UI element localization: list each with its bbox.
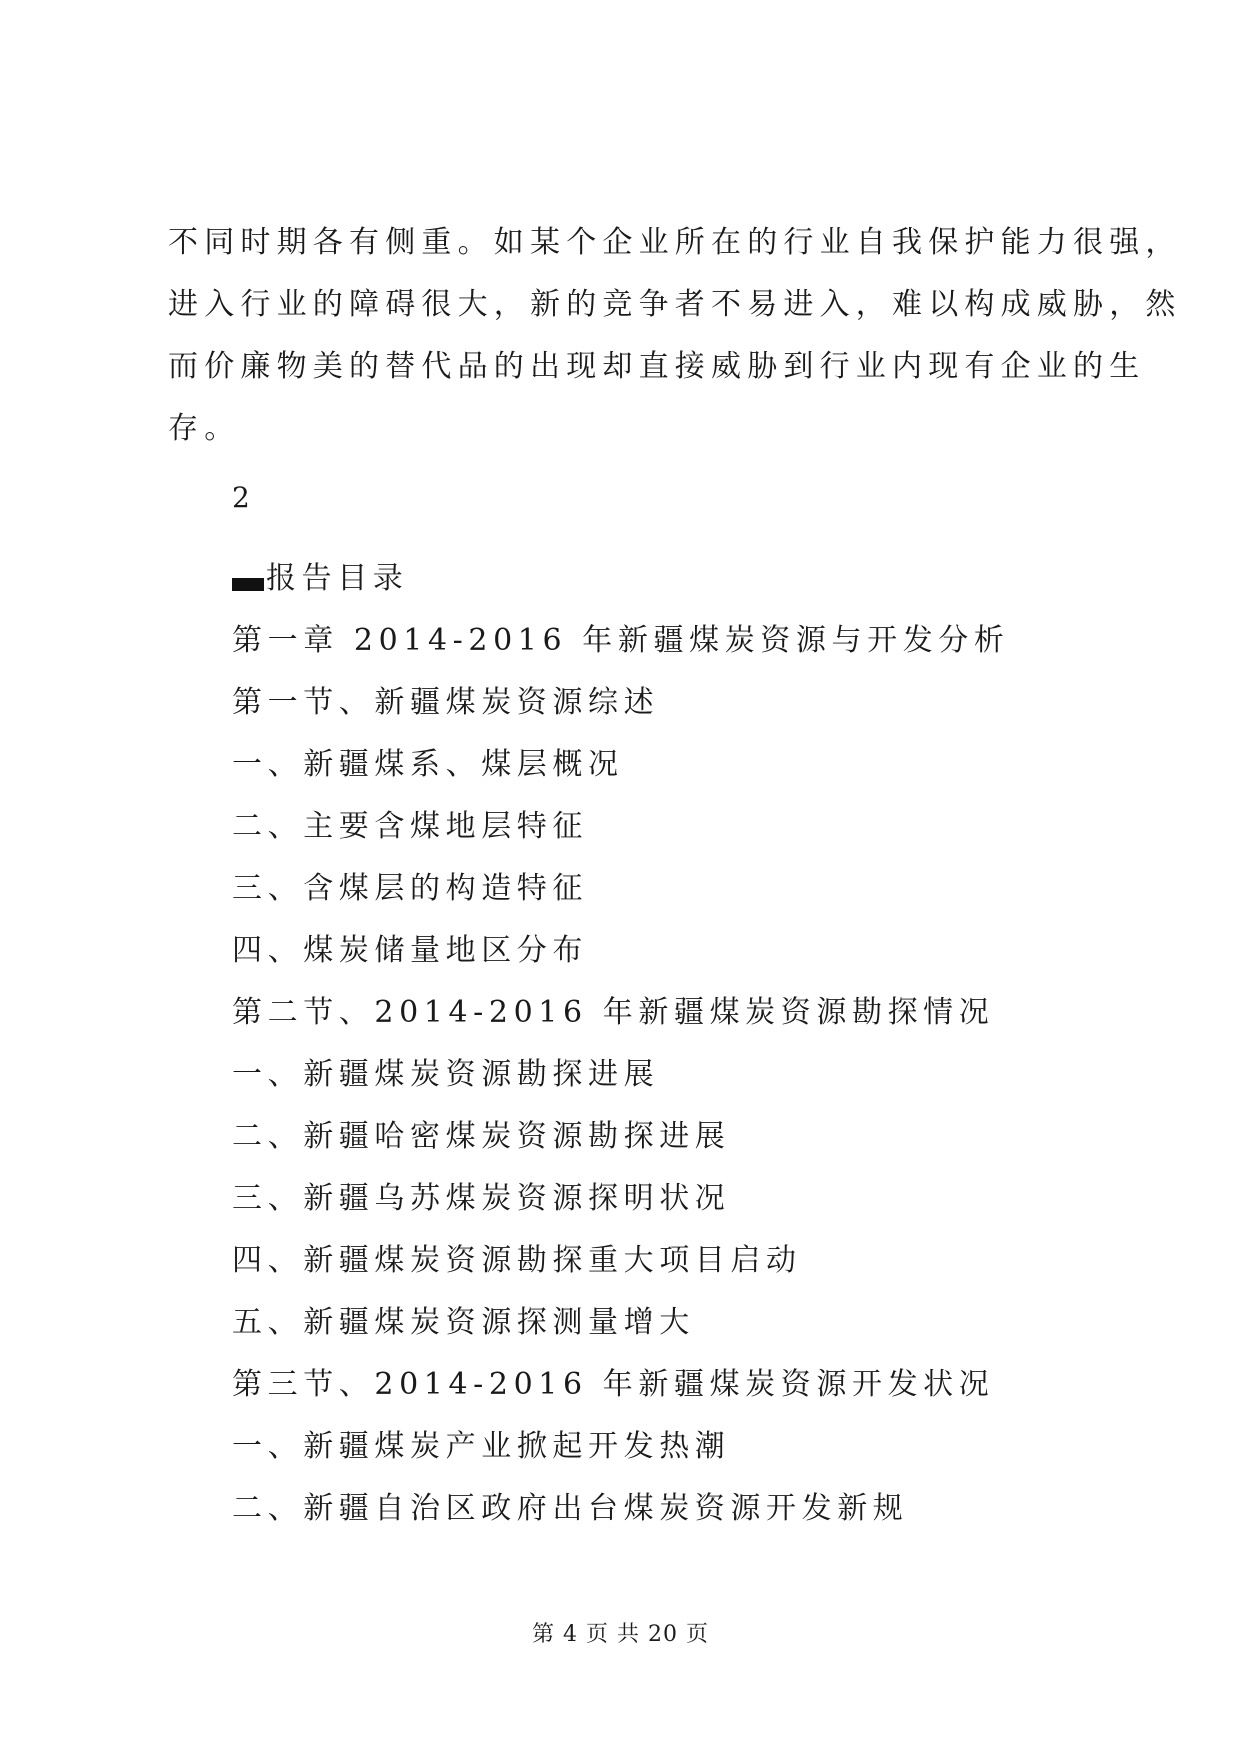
toc-item: 第一章 2014-2016 年新疆煤炭资源与开发分析 (232, 623, 1010, 658)
section-number: 2 (232, 481, 250, 514)
toc-item: 二、新疆自治区政府出台煤炭资源开发新规 (232, 1491, 909, 1526)
toc-item: 第三节、2014-2016 年新疆煤炭资源开发状况 (232, 1367, 995, 1402)
table-of-contents (232, 548, 1112, 1540)
toc-item: 四、煤炭储量地区分布 (232, 933, 588, 968)
paragraph-line: 进入行业的障碍很大，新的竞争者不易进入，难以构成威胁，然 (168, 287, 1182, 322)
page-footer: 第 4 页 共 20 页 (532, 1622, 709, 1647)
toc-item: 一、新疆煤系、煤层概况 (232, 747, 624, 782)
toc-item: 一、新疆煤炭资源勘探进展 (232, 1057, 660, 1092)
toc-item: 第二节、2014-2016 年新疆煤炭资源勘探情况 (232, 995, 995, 1030)
toc-item: 一、新疆煤炭产业掀起开发热潮 (232, 1429, 731, 1464)
toc-item: 三、新疆乌苏煤炭资源探明状况 (232, 1181, 731, 1216)
toc-item: 二、主要含煤地层特征 (232, 809, 588, 844)
toc-item: 二、新疆哈密煤炭资源勘探进展 (232, 1119, 731, 1154)
toc-heading-row (232, 548, 1112, 610)
body-paragraph (168, 212, 1182, 460)
toc-heading: 报告目录 (266, 561, 409, 596)
toc-item: 第一节、新疆煤炭资源综述 (232, 685, 660, 720)
toc-item: 三、含煤层的构造特征 (232, 871, 588, 906)
toc-item: 五、新疆煤炭资源探测量增大 (232, 1305, 695, 1340)
paragraph-line: 不同时期各有侧重。如某个企业所在的行业自我保护能力很强， (168, 225, 1182, 260)
redaction-bar-icon (232, 578, 264, 591)
paragraph-line: 而价廉物美的替代品的出现却直接威胁到行业内现有企业的生 (168, 349, 1146, 384)
paragraph-line: 存。 (168, 411, 241, 446)
toc-item: 四、新疆煤炭资源勘探重大项目启动 (232, 1243, 802, 1278)
